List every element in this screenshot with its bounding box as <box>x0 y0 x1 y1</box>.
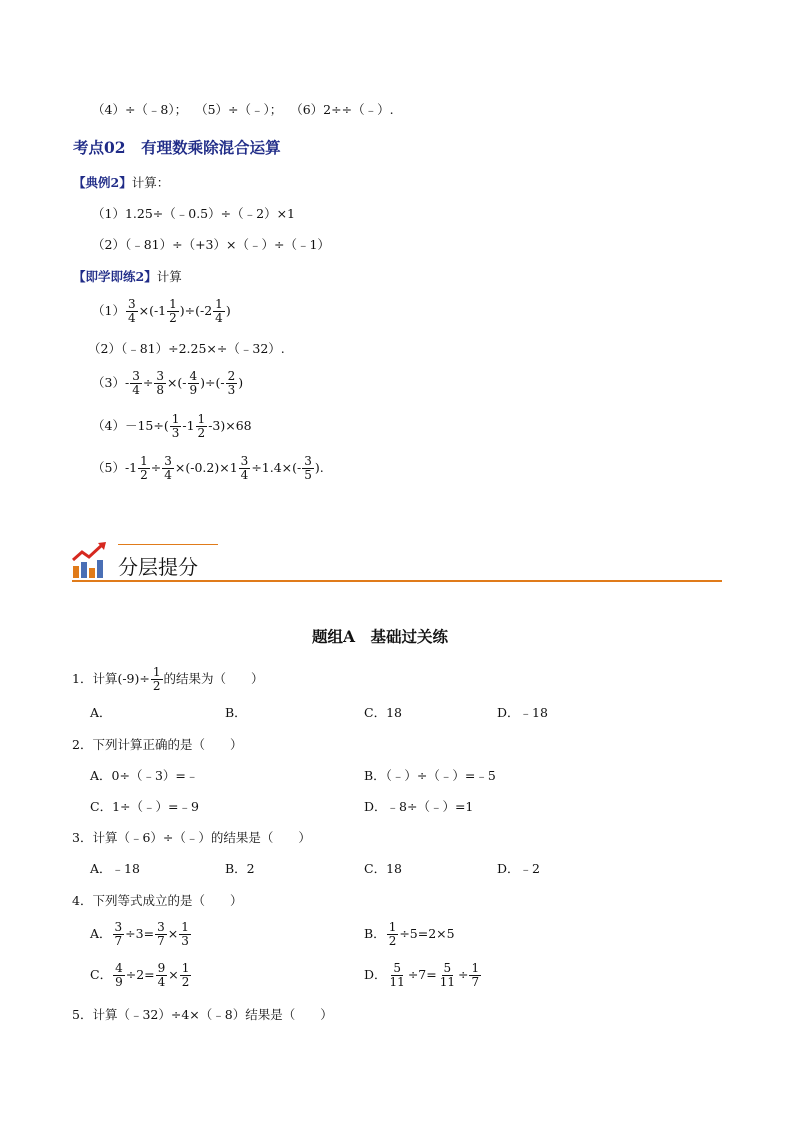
question-5-stem: 5．计算（﹣32）÷4×（﹣8）结果是（ ） <box>72 1007 333 1022</box>
question-1-option-b[interactable]: B． <box>225 705 247 720</box>
practice-label: 计算 <box>156 269 182 284</box>
question-3-option-a[interactable]: A．﹣18 <box>90 861 140 876</box>
question-4-stem: 4．下列等式成立的是（ ） <box>72 893 243 908</box>
exercise-4: （4）÷（﹣8）； <box>92 102 188 117</box>
chart-growth-icon <box>72 542 108 580</box>
question-4-option-b[interactable]: B． $\frac{1}{2}$ ÷5=2×5 <box>364 920 455 948</box>
question-2-option-a[interactable]: A．0÷（﹣3）=﹣ <box>90 768 199 783</box>
banner <box>72 540 722 584</box>
question-4-option-d[interactable]: D． $\frac{5}{11}$ ÷7= $\frac{5}{11}$ ÷ $\frac{1}{7}$ <box>364 961 480 989</box>
question-3-stem: 3．计算（﹣6）÷（﹣）的结果是（ ） <box>72 830 311 845</box>
question-2-option-d[interactable]: D．﹣8÷（﹣）=1 <box>364 799 474 814</box>
question-2-option-b[interactable]: B．（﹣）÷（﹣）=﹣5 <box>364 768 496 783</box>
question-3-option-b[interactable]: B．2 <box>225 861 255 876</box>
practice-heading <box>73 268 182 286</box>
question-2-stem: 2．下列计算正确的是（ ） <box>72 737 243 752</box>
practice-tag: 【即学即练2】 <box>73 269 157 284</box>
question-4-option-a[interactable]: A． $\frac{3}{7}$ ÷3= $\frac{3}{7}$ × $\frac{1}{3}$ <box>90 920 189 948</box>
group-title: 题组A 基础过关练 <box>312 627 449 646</box>
exercise-6: （6）2÷÷（﹣）. <box>290 102 394 117</box>
practice-item-2: （2）（﹣81）÷2.25×÷（﹣32）. <box>88 341 285 356</box>
question-3-option-c[interactable]: C．18 <box>364 861 402 876</box>
section-heading: 考点02 有理数乘除混合运算 <box>73 138 281 157</box>
question-1-stem: 1．计算(-9)÷ $\frac{1}{2}$ 的结果为（ ） <box>72 665 264 693</box>
example-tag: 【典例2】 <box>73 175 132 190</box>
practice-item-3: （3）- $\frac{3}{4}$ ÷ $\frac{3}{8}$ ×(- $\frac{4}{9}$ )÷(- $\frac{2}{3}$ ) <box>92 369 244 397</box>
question-2-option-c[interactable]: C．1÷（﹣）=﹣9 <box>90 799 199 814</box>
exercise-5: （5）÷（﹣）； <box>195 102 283 117</box>
example-heading <box>73 174 169 192</box>
practice-item-5: （5）-1 $\frac{1}{2}$ ÷ $\frac{3}{4}$ ×(-0.2)×1 $\frac{3}{4}$ ÷1.4×(- $\frac{3}{5}$ ). <box>92 454 324 482</box>
example-item-1: （1）1.25÷（﹣0.5）÷（﹣2）×1 <box>92 206 295 221</box>
banner-divider <box>72 580 722 582</box>
question-1-option-a[interactable]: A． <box>90 705 112 720</box>
question-3-option-d[interactable]: D．﹣2 <box>497 861 540 876</box>
banner-title: 分层提分 <box>118 555 198 579</box>
example-label: 计算： <box>131 175 170 190</box>
practice-item-4: （4）－15÷( $\frac{1}{3}$ -1 $\frac{1}{2}$ -3)×68 <box>92 412 252 440</box>
practice-item-1: （1） $\frac{3}{4}$ ×(-1 $\frac{1}{2}$ )÷(-2 $\frac{1}{4}$ ) <box>92 297 231 325</box>
question-1-option-c[interactable]: C．18 <box>364 705 402 720</box>
example-item-2: （2）（﹣81）÷（+3）×（﹣）÷（﹣1） <box>92 237 330 252</box>
banner-title-overline <box>118 544 218 545</box>
question-1-option-d[interactable]: D．﹣18 <box>497 705 548 720</box>
exercise-line-4-6 <box>92 101 394 119</box>
question-4-option-c[interactable]: C． $\frac{4}{9}$ ÷2= $\frac{9}{4}$ × $\frac{1}{2}$ <box>90 961 190 989</box>
